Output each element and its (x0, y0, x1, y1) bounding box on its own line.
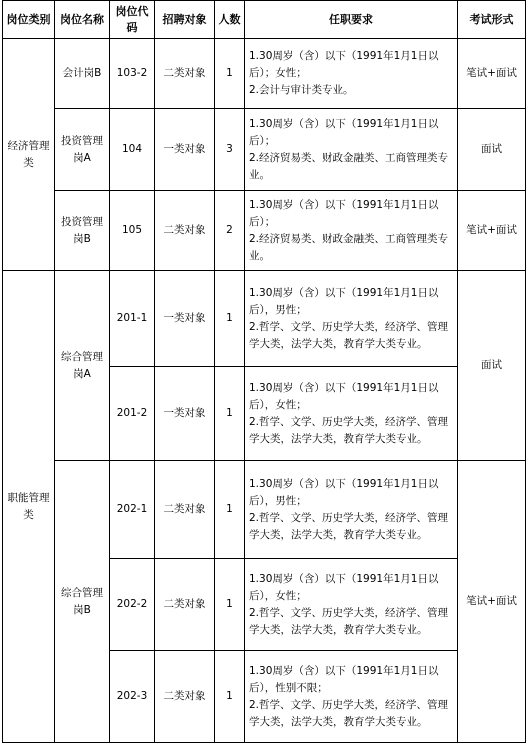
recruit-target: 二类对象 (155, 559, 215, 651)
requirement-line: 2.经济贸易类、财政金融类、工商管理类专业。 (249, 232, 449, 262)
recruit-target: 二类对象 (155, 461, 215, 559)
job-positions-table (2, 0, 526, 743)
requirements (245, 461, 458, 559)
position-name: 会计岗B (55, 39, 110, 109)
header-row (3, 1, 526, 39)
requirement-line: 1.30周岁（含）以下（1991年1月1日以后）； (249, 198, 439, 228)
exam-format: 笔试+面试 (458, 39, 526, 109)
header-name: 岗位名称 (55, 1, 110, 39)
position-code: 104 (110, 109, 155, 191)
recruit-target: 一类对象 (155, 109, 215, 191)
requirements (245, 39, 458, 109)
recruit-target: 二类对象 (155, 39, 215, 109)
group-functional: 职能管理类 (3, 271, 55, 743)
headcount: 2 (215, 191, 245, 271)
requirement-line: 2.哲学、文学、历史学大类，经济学、管理学大类，法学大类，教育学大类专业。 (249, 511, 449, 541)
table-row (3, 191, 526, 271)
table-row (3, 461, 526, 559)
header-code: 岗位代码 (110, 1, 155, 39)
requirement-line: 2.哲学、文学、历史学大类，经济学、管理学大类，法学大类，教育学大类专业。 (249, 698, 449, 728)
recruit-target: 一类对象 (155, 367, 215, 461)
requirement-line: 2.哲学、文学、历史学大类，经济学、管理学大类，法学大类，教育学大类专业。 (249, 415, 449, 445)
position-code: 202-1 (110, 461, 155, 559)
header-requirements: 任职要求 (245, 1, 458, 39)
exam-format: 笔试+面试 (458, 461, 526, 743)
headcount: 1 (215, 559, 245, 651)
requirements (245, 191, 458, 271)
requirement-line: 1.30周岁（含）以下（1991年1月1日以后），性别不限； (249, 664, 439, 694)
headcount: 1 (215, 461, 245, 559)
table-row (3, 39, 526, 109)
requirements (245, 651, 458, 743)
headcount: 1 (215, 39, 245, 109)
requirements (245, 559, 458, 651)
recruit-target: 二类对象 (155, 651, 215, 743)
requirement-line: 1.30周岁（含）以下（1991年1月1日以后），女性； (249, 572, 439, 602)
position-code: 105 (110, 191, 155, 271)
requirement-line: 1.30周岁（含）以下（1991年1月1日以后）；女性； (249, 50, 439, 79)
recruit-target: 一类对象 (155, 271, 215, 367)
requirement-line: 1.30周岁（含）以下（1991年1月1日以后），男性； (249, 286, 439, 316)
headcount: 1 (215, 367, 245, 461)
recruit-target: 二类对象 (155, 191, 215, 271)
requirement-line: 2.哲学、文学、历史学大类，经济学、管理学大类，法学大类，教育学大类专业。 (249, 606, 449, 636)
position-code: 202-3 (110, 651, 155, 743)
headcount: 3 (215, 109, 245, 191)
requirement-line: 1.30周岁（含）以下（1991年1月1日以后），女性； (249, 381, 439, 411)
position-name: 综合管理岗A (55, 271, 110, 461)
exam-format: 面试 (458, 109, 526, 191)
header-exam: 考试形式 (458, 1, 526, 39)
position-name: 投资管理岗A (55, 109, 110, 191)
requirement-line: 2.会计与审计类专业。 (249, 84, 354, 96)
requirements (245, 109, 458, 191)
table-row (3, 109, 526, 191)
headcount: 1 (215, 651, 245, 743)
table-row (3, 271, 526, 367)
exam-format: 面试 (458, 271, 526, 461)
headcount: 1 (215, 271, 245, 367)
requirement-line: 1.30周岁（含）以下（1991年1月1日以后）； (249, 117, 439, 147)
position-code: 201-2 (110, 367, 155, 461)
exam-format: 笔试+面试 (458, 191, 526, 271)
position-name: 综合管理岗B (55, 461, 110, 743)
header-category: 岗位类别 (3, 1, 55, 39)
position-name: 投资管理岗B (55, 191, 110, 271)
header-count: 人数 (215, 1, 245, 39)
group-economy: 经济管理类 (3, 39, 55, 271)
position-code: 202-2 (110, 559, 155, 651)
requirements (245, 271, 458, 367)
header-target: 招聘对象 (155, 1, 215, 39)
requirement-line: 1.30周岁（含）以下（1991年1月1日以后），男性； (249, 477, 439, 507)
position-code: 201-1 (110, 271, 155, 367)
requirement-line: 2.哲学、文学、历史学大类，经济学、管理学大类，法学大类，教育学大类专业。 (249, 320, 449, 350)
requirements (245, 367, 458, 461)
position-code: 103-2 (110, 39, 155, 109)
requirement-line: 2.经济贸易类、财政金融类、工商管理类专业。 (249, 151, 449, 181)
